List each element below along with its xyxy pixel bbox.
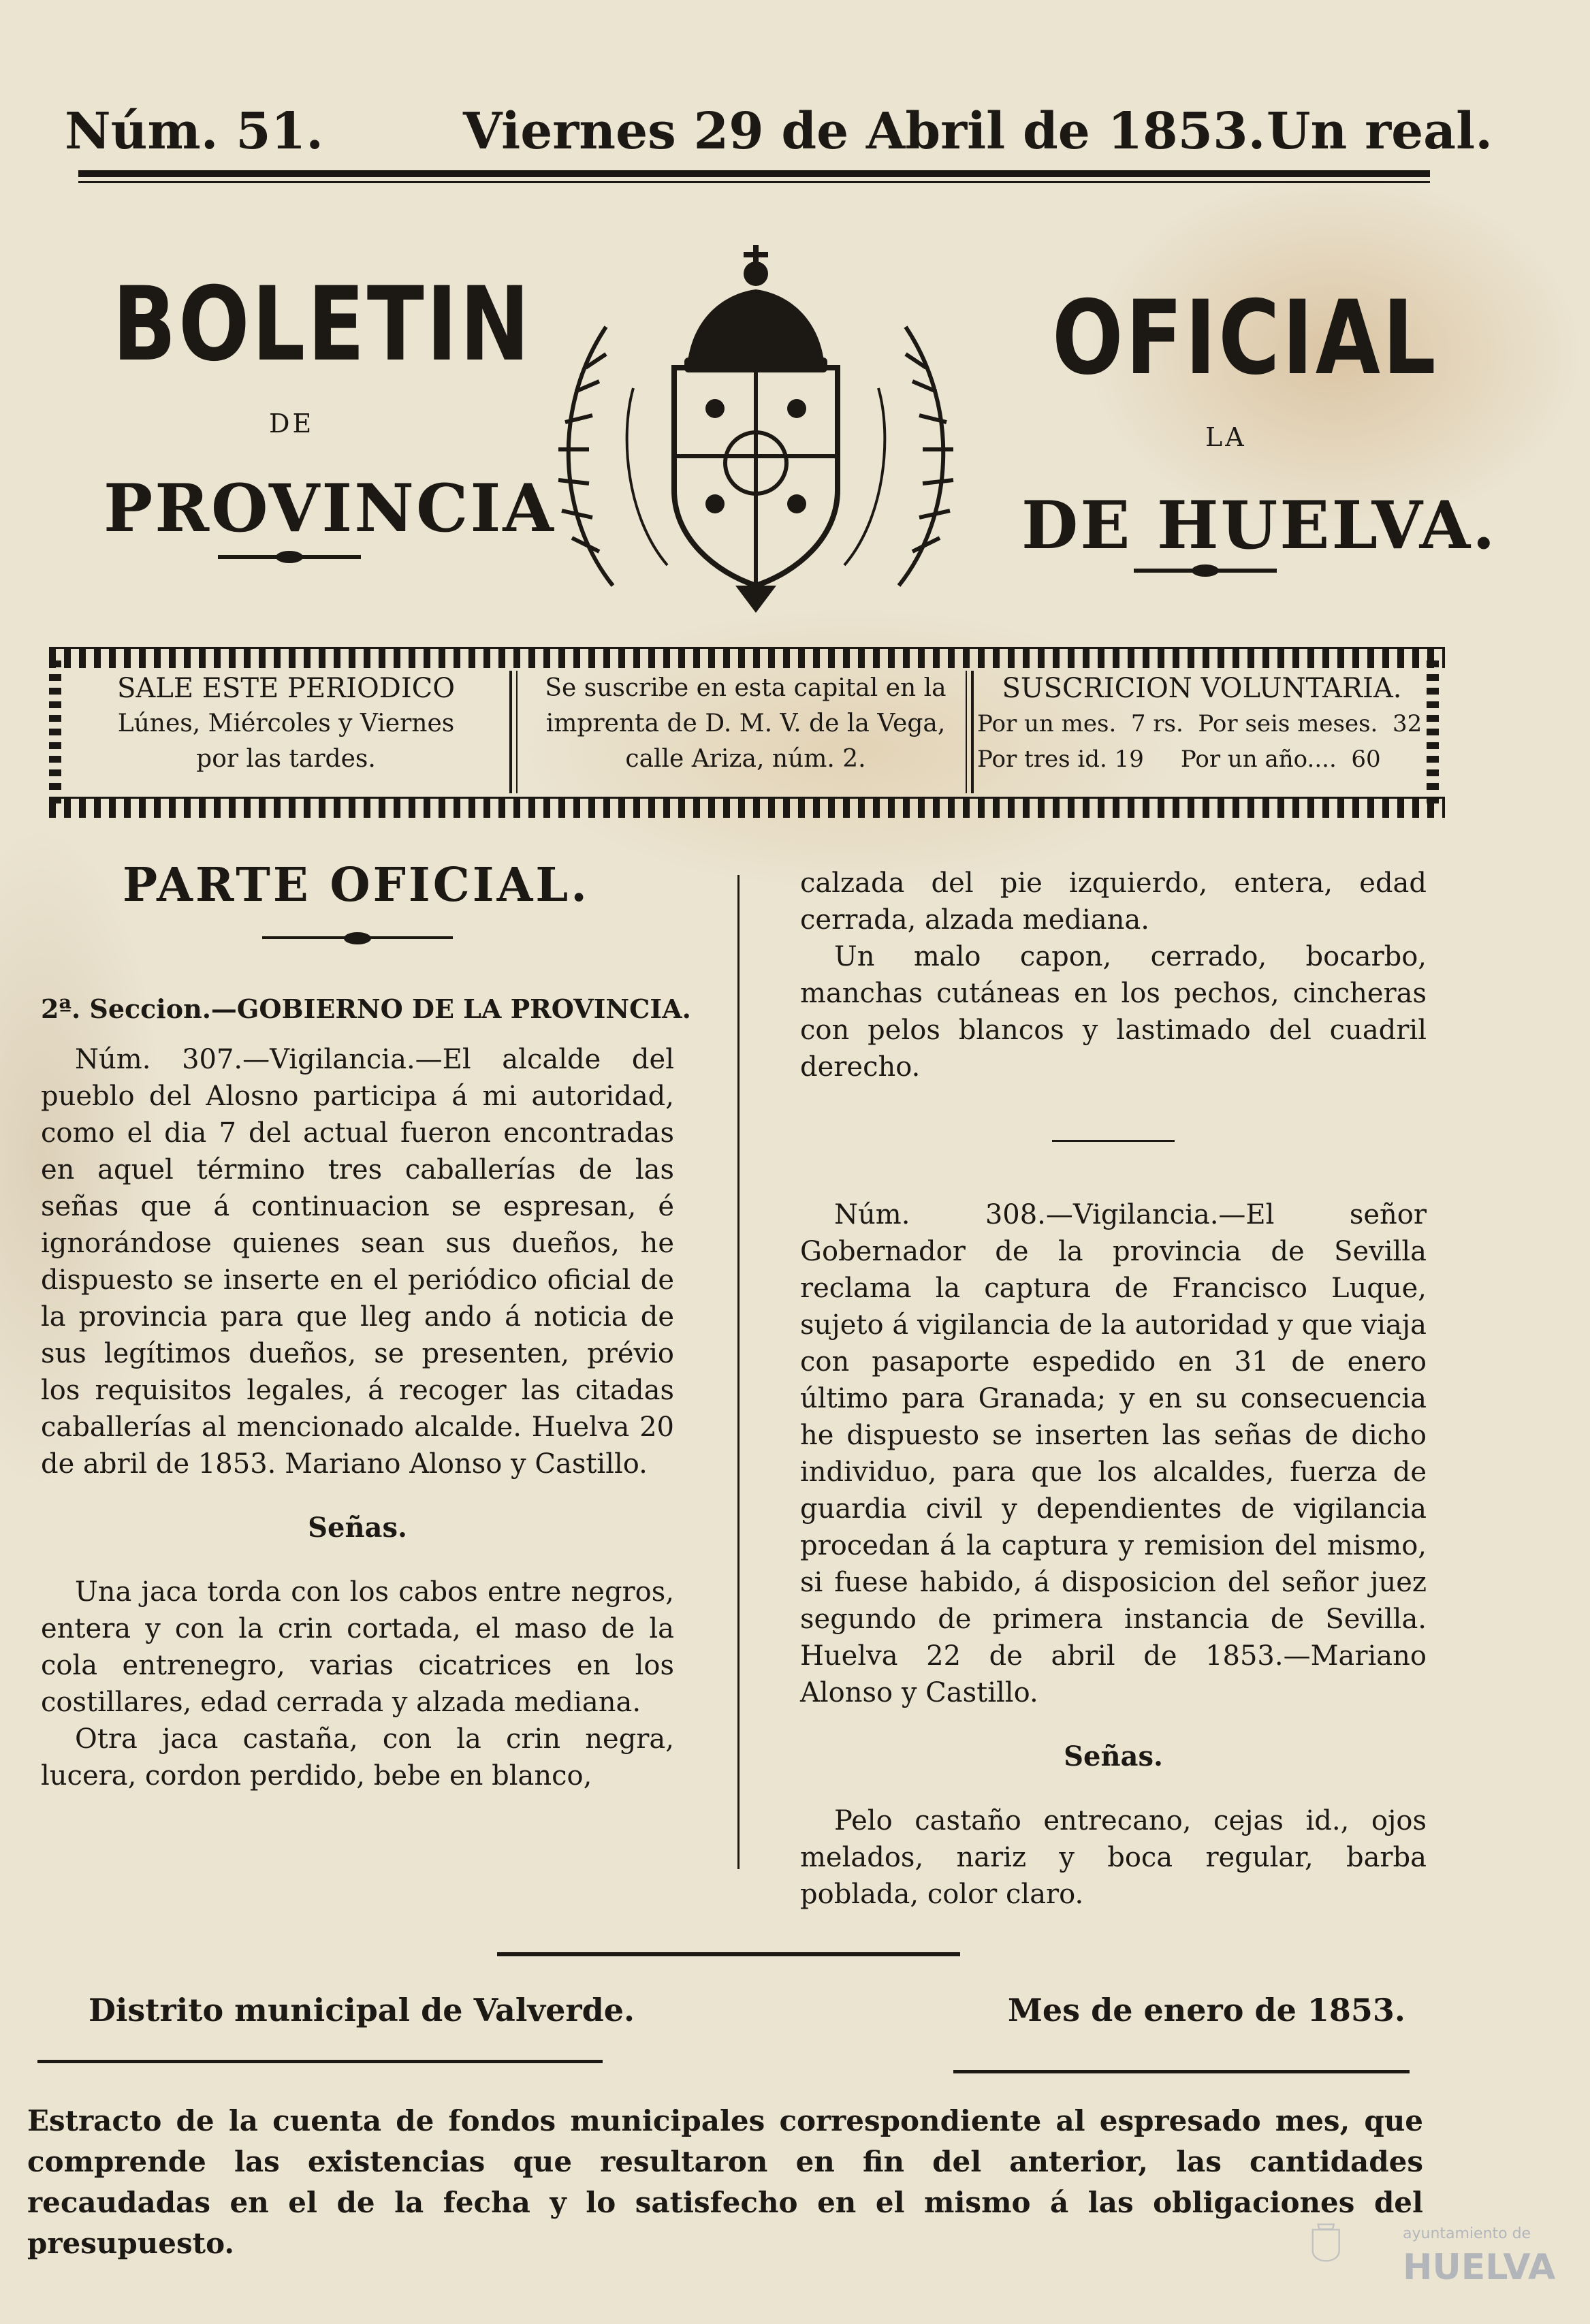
district-heading: Distrito municipal de Valverde.: [89, 1992, 635, 2028]
info-box-left-border: [49, 654, 61, 803]
description-calzada: calzada del pie izquierdo, entera, edad cerrada, alzada mediana.: [800, 867, 1427, 936]
notice-308: Núm. 308.—Vigilancia.—El señor Gobernador de la provincia de Sevilla reclama la captura de Francisco Luque, sujeto á vigilancia de la autoridad y que viaja con pasaporte espedido en 31 de enero último para Granada; y en su consecuencia he dispuesto se inserten las señas de dicho individuo, para que los alcaldes, fuerza de guardia civil y dependientes de vigilancia procedan á la captura y remision del mismo, si fuese habido, á disposicion del señor juez segundo de primera instancia de Sevilla. Huelva 22 de abril de 1853.—Mariano Alonso y Castillo.: [800, 1199, 1427, 1708]
masthead-rule-thin: [78, 181, 1430, 183]
coat-of-arms-icon: [531, 232, 981, 613]
description-jaca-torda: Una jaca torda con los cabos entre negros, entera y con la crin cortada, el maso de la cola entrenegro, varias cicatrices en los costillares, edad cerrada y alzada mediana.: [41, 1576, 674, 1718]
info-box-divider-1b: [516, 671, 518, 793]
title-la: LA: [1205, 422, 1247, 452]
issue-number: Núm. 51.: [65, 102, 324, 161]
info-box-divider-1: [509, 671, 512, 793]
info-box-right-border: [1427, 654, 1439, 803]
notice-307: Núm. 307.—Vigilancia.—El alcalde del pueblo del Alosno participa á mi autoridad, como el dia 7 del actual fueron encontradas en aquel término tres caballerías de las señas que á continuacion se espresan, é ignorándose quienes sean sus dueños, he dispuesto se inserte en el periódico oficial de la provincia para que lleg ando á noticia de sus legítimos dueños, se presenten, prévio los requisitos legales, á recoger las citadas caballerías al mencionado alcalde. Huelva 20 de abril de 1853. Mariano Alonso y Castillo.: [41, 1044, 674, 1480]
parte-oficial-ornament: [262, 936, 453, 939]
rates-line1: Por un mes. 7 rs. Por seis meses. 32: [977, 710, 1422, 737]
description-capon: Un malo capon, cerrado, bocarbo, manchas cutáneas en los pechos, cincheras con pelos blancos y lastimado del cuadril derecho.: [800, 941, 1427, 1083]
info-box-schedule: [75, 671, 497, 777]
watermark-subtitle: ayuntamiento de: [1403, 2225, 1531, 2242]
title-left-ornament: [218, 555, 361, 559]
title-oficial: OFICIAL: [1052, 279, 1438, 398]
title-de: DE: [269, 409, 315, 439]
watermark-title: HUELVA: [1403, 2247, 1556, 2288]
left-column: [41, 991, 691, 1794]
info-box-top-border: [49, 647, 1445, 668]
title-right-ornament: [1134, 569, 1277, 573]
footer-right-rule: [953, 2070, 1410, 2073]
schedule-heading: SALE ESTE PERIODICO: [116, 673, 456, 704]
title-de-huelva: DE HUELVA.: [1021, 487, 1497, 564]
subscription-place-line1: Se suscribe en esta capital en la: [545, 674, 947, 702]
masthead-rule-thick: [78, 170, 1430, 177]
account-extract-paragraph: Estracto de la cuenta de fondos municipales correspondiente al espresado mes, que comprende las existencias que resultaron en fin del anterior, las cantidades recaudadas en el de la fecha y lo satisfecho en el mismo á las obligaciones del presupuesto.: [27, 2104, 1423, 2260]
description-jaca-castana: Otra jaca castaña, con la crin negra, lucera, cordon perdido, bebe en blanco,: [41, 1723, 674, 1792]
senas-heading-left: Señas.: [308, 1512, 407, 1544]
info-box-bottom-border: [49, 797, 1445, 818]
description-luque: Pelo castaño entrecano, cejas id., ojos melados, nariz y boca regular, barba poblada, color claro.: [800, 1805, 1427, 1910]
schedule-days: Lúnes, Miércoles y Viernes: [117, 710, 455, 737]
schedule-time: por las tardes.: [196, 745, 376, 773]
footer-left-rule: [37, 2060, 603, 2063]
info-box-divider-2b: [971, 671, 974, 793]
issue-price: Un real.: [1267, 102, 1493, 161]
column-divider: [737, 875, 740, 1869]
section-heading: 2ª. Seccion.—GOBIERNO DE LA PROVINCIA.: [41, 993, 691, 1024]
senas-heading-right: Señas.: [1064, 1740, 1163, 1772]
title-provincia: PROVINCIA: [104, 470, 556, 547]
bottom-separator: [497, 1952, 960, 1956]
rates-heading: SUSCRICION VOLUNTARIA.: [1002, 673, 1402, 704]
right-column: [800, 865, 1427, 1913]
rates-line2: Por tres id. 19 Por un año.... 60: [977, 746, 1381, 773]
parte-oficial-heading: PARTE OFICIAL.: [123, 858, 590, 912]
info-box-rates: [977, 671, 1427, 777]
subscription-place-line3: calle Ariza, núm. 2.: [625, 745, 866, 773]
right-separator: [1052, 1140, 1175, 1142]
title-boletin: BOLETIN: [112, 266, 532, 384]
archive-stamp-icon: [1307, 2186, 1403, 2295]
info-box-divider-2: [966, 671, 967, 793]
issue-date: Viernes 29 de Abril de 1853.: [463, 102, 1266, 161]
subscription-place-line2: imprenta de D. M. V. de la Vega,: [545, 710, 946, 737]
month-heading: Mes de enero de 1853.: [1008, 1992, 1405, 2028]
info-box-subscription-place: [528, 671, 964, 777]
